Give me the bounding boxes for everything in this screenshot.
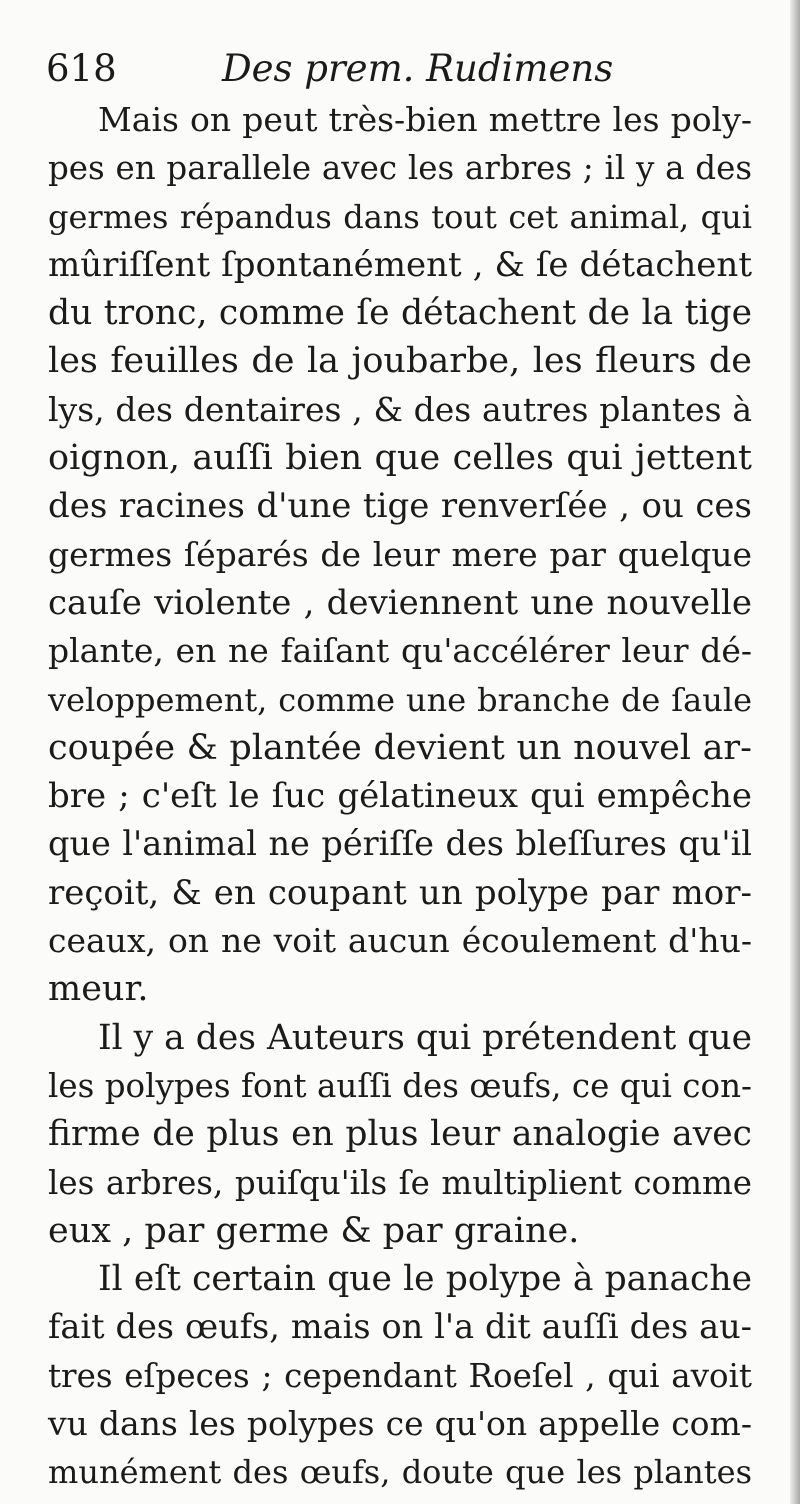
text-line: oignon, auſſi bien que celles qui jettent: [48, 438, 752, 479]
running-title: Des prem. Rudimens: [222, 47, 614, 90]
text-line: reçoit, & en coupant un polype par mor-: [48, 872, 752, 913]
text-line: lys, des dentaires , & des autres plantes à: [48, 389, 752, 429]
text-line: Il y a des Auteurs qui prétendent que: [98, 1017, 752, 1058]
text-line: bre ; c'eſt le ſuc gélatineux qui empêche: [48, 776, 752, 817]
page-edge-shadow: [790, 0, 800, 1504]
text-line: des racines d'une tige renverſée , ou ces: [48, 486, 752, 527]
paragraph: [48, 96, 752, 1014]
text-line: les feuilles de la joubarbe, les fleurs de: [48, 341, 752, 382]
text-line: cauſe violente , deviennent une nouvelle: [48, 582, 752, 623]
text-line: Il eſt certain que le polype à panache: [98, 1259, 752, 1300]
text-line: ceaux, on ne voit aucun écoulement d'hu-: [48, 921, 752, 961]
text-line: plante, en ne faiſant qu'accélérer leur dé-: [48, 631, 752, 671]
text-line: pes en parallele avec les arbres ; il y a des: [48, 149, 752, 188]
text-line: firme de plus en plus leur analogie avec: [48, 1114, 752, 1155]
text-line: tres eſpeces ; cependant Roeſel , qui avoit: [48, 1356, 752, 1395]
text-line: coupée & plantée devient un nouvel ar-: [48, 727, 752, 768]
text-line: meur.: [48, 969, 149, 1010]
paragraph: [48, 1014, 752, 1255]
text-line: Mais on peut très-bien mettre les poly-: [98, 100, 752, 139]
page-number: 618: [46, 47, 117, 90]
text-line: que l'animal ne périſſe des bleſſures qu'il: [48, 824, 752, 864]
body-text: [48, 96, 752, 1497]
text-line: vu dans les polypes ce qu'on appelle com-: [48, 1404, 752, 1444]
text-line: mûriſſent ſpontanément , & ſe détachent: [48, 244, 752, 285]
text-line: eux , par germe & par graine.: [48, 1210, 580, 1251]
text-line: veloppement, comme une branche de ſaule: [48, 680, 752, 719]
running-head: [46, 44, 770, 94]
paragraph: [48, 1255, 752, 1496]
text-line: les polypes font auſſi des œufs, ce qui con-: [48, 1066, 752, 1105]
text-line: germes ſéparés de leur mere par quelque: [48, 534, 752, 574]
text-line: germes répandus dans tout cet animal, qui: [48, 197, 752, 236]
text-line: du tronc, comme ſe détachent de la tige: [48, 293, 752, 334]
text-line: munément des œufs, doute que les plantes: [48, 1453, 752, 1492]
text-line: les arbres, puiſqu'ils ſe multiplient comme: [48, 1163, 752, 1202]
text-line: fait des œufs, mais on l'a dit auſſi des au-: [48, 1307, 752, 1347]
